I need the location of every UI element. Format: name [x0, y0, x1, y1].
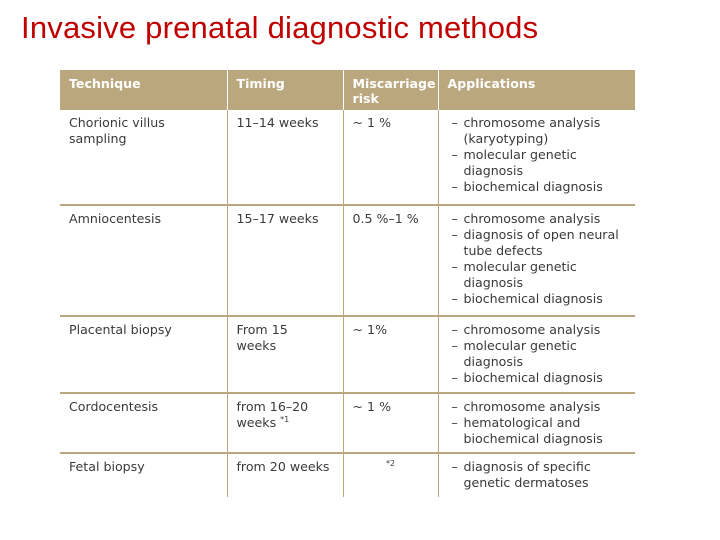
applications-cell	[438, 393, 635, 453]
application-item: – chromosome analysis	[452, 399, 630, 415]
technique-cell	[60, 110, 227, 205]
application-item: – diagnosis of specific genetic dermatoses	[452, 459, 630, 491]
header-risk-line2: risk	[352, 91, 379, 106]
applications-cell	[438, 205, 635, 316]
risk-value: 0.5 %–1 %	[352, 211, 419, 226]
applications-cell	[438, 316, 635, 393]
application-item: – biochemical diagnosis	[452, 370, 630, 386]
risk-cell	[343, 453, 438, 497]
timing-line1: from 16–20	[236, 399, 309, 414]
application-item: – chromosome analysis	[452, 211, 630, 227]
risk-cell	[343, 205, 438, 316]
footnote-marker: *1	[280, 414, 290, 424]
timing-line2: weeks	[236, 338, 277, 353]
timing-line1: From 15	[236, 322, 288, 337]
table-row	[60, 110, 635, 205]
applications-cell	[438, 453, 635, 497]
technique-line1: Fetal biopsy	[69, 459, 145, 474]
risk-cell	[343, 393, 438, 453]
application-item: – chromosome analysis (karyotyping)	[452, 115, 630, 147]
header-timing: Timing	[227, 70, 343, 110]
application-item: – hematological and biochemical diagnosis	[452, 415, 630, 447]
timing-cell	[227, 110, 343, 205]
timing-line1: from 20 weeks	[236, 459, 330, 474]
table-header-row	[60, 70, 635, 110]
application-item: – molecular genetic diagnosis	[452, 147, 630, 179]
application-item: – biochemical diagnosis	[452, 291, 630, 307]
header-miscarriage-risk	[343, 70, 438, 110]
technique-line1: Amniocentesis	[69, 211, 162, 226]
risk-value: ~ 1 %	[352, 399, 392, 414]
header-technique: Technique	[60, 70, 227, 110]
application-item: – chromosome analysis	[452, 322, 630, 338]
technique-line2: sampling	[69, 131, 127, 146]
timing-line1: 11–14 weeks	[236, 115, 319, 130]
table-row	[60, 316, 635, 393]
technique-line1: Chorionic villus	[69, 115, 165, 130]
technique-cell	[60, 453, 227, 497]
header-risk-line1: Miscarriage	[352, 76, 436, 91]
application-item: – molecular genetic diagnosis	[452, 259, 630, 291]
technique-line1: Placental biopsy	[69, 322, 172, 337]
technique-cell	[60, 393, 227, 453]
technique-line1: Cordocentesis	[69, 399, 159, 414]
slide-title: Invasive prenatal diagnostic methods	[21, 10, 539, 45]
timing-cell	[227, 205, 343, 316]
table-row	[60, 205, 635, 316]
risk-value: ~ 1%	[352, 322, 388, 337]
footnote-marker: *2	[385, 458, 396, 468]
timing-cell	[227, 316, 343, 393]
timing-line2: weeks	[236, 415, 277, 430]
table-row	[60, 453, 635, 497]
risk-value: ~ 1 %	[352, 115, 392, 130]
technique-cell	[60, 316, 227, 393]
diagnostic-methods-table	[60, 70, 635, 497]
technique-cell	[60, 205, 227, 316]
diagnostic-methods-table-container	[60, 70, 635, 497]
timing-cell	[227, 393, 343, 453]
application-item: – biochemical diagnosis	[452, 179, 630, 195]
application-item: – molecular genetic diagnosis	[452, 338, 630, 370]
header-applications: Applications	[438, 70, 635, 110]
risk-cell	[343, 316, 438, 393]
timing-cell	[227, 453, 343, 497]
applications-cell	[438, 110, 635, 205]
risk-cell	[343, 110, 438, 205]
application-item: – diagnosis of open neural tube defects	[452, 227, 630, 259]
timing-line1: 15–17 weeks	[236, 211, 319, 226]
table-row	[60, 393, 635, 453]
